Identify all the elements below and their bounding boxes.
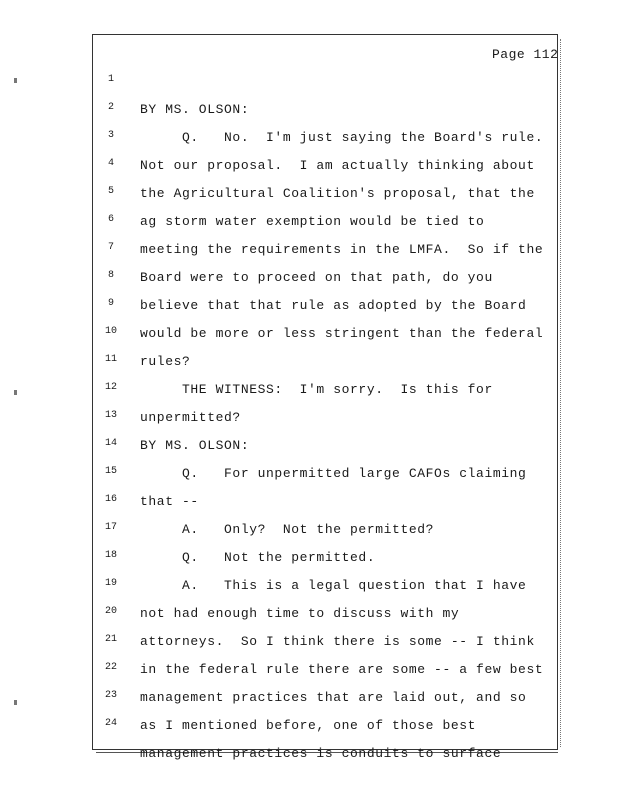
line-text: Q. Not the permitted. [140,550,376,565]
line-number: 18 [104,550,117,561]
transcript-line [0,72,600,117]
line-number: 15 [104,466,117,477]
transcript-line [0,128,600,173]
line-number: 16 [104,494,117,505]
transcript-line [0,212,600,257]
line-text: that -- [140,494,199,509]
line-number: 20 [104,606,117,617]
line-text: Q. No. I'm just saying the Board's rule. [140,130,544,145]
line-number: 12 [104,382,117,393]
line-text: THE WITNESS: I'm sorry. Is this for [140,382,493,397]
line-text: meeting the requirements in the LMFA. So if the [140,242,544,257]
line-number: 5 [107,186,114,197]
transcript-line [0,184,600,229]
line-text: not had enough time to discuss with my [140,606,460,621]
line-number: 14 [104,438,117,449]
line-number: 24 [104,718,117,729]
transcript-line [0,716,600,761]
line-text: BY MS. OLSON: [140,102,250,117]
line-number: 22 [104,662,117,673]
transcript-line [0,100,600,145]
line-text: Q. For unpermitted large CAFOs claiming [140,466,527,481]
line-text: BY MS. OLSON: [140,438,250,453]
line-number: 21 [104,634,117,645]
line-text: management practices is conduits to surface [140,746,502,761]
transcript-line [0,240,600,285]
line-text: in the federal rule there are some -- a few best [140,662,544,677]
line-text: would be more or less stringent than the federal [140,326,544,341]
line-text: A. This is a legal question that I have [140,578,527,593]
line-number: 2 [107,102,114,113]
line-number: 8 [107,270,114,281]
line-number: 19 [104,578,117,589]
line-number: 10 [104,326,117,337]
line-text: attorneys. So I think there is some -- I think [140,634,535,649]
line-number: 9 [107,298,114,309]
line-text: Board were to proceed on that path, do you [140,270,493,285]
line-text: Not our proposal. I am actually thinking about [140,158,535,173]
line-text: the Agricultural Coalition's proposal, that the [140,186,535,201]
line-text: believe that that rule as adopted by the Board [140,298,527,313]
transcript-line [0,156,600,201]
line-number: 6 [107,214,114,225]
line-text: rules? [140,354,191,369]
line-number: 11 [104,354,117,365]
line-text: as I mentioned before, one of those best [140,718,477,733]
line-text: management practices that are laid out, and so [140,690,527,705]
line-number: 7 [107,242,114,253]
line-number: 17 [104,522,117,533]
page-number: Page 112 [492,47,559,62]
line-number: 4 [107,158,114,169]
line-number: 23 [104,690,117,701]
line-text: unpermitted? [140,410,241,425]
line-number: 13 [104,410,117,421]
line-number: 1 [107,74,114,85]
line-number: 3 [107,130,114,141]
transcript-line [0,268,600,313]
line-text: ag storm water exemption would be tied to [140,214,485,229]
line-text: A. Only? Not the permitted? [140,522,435,537]
